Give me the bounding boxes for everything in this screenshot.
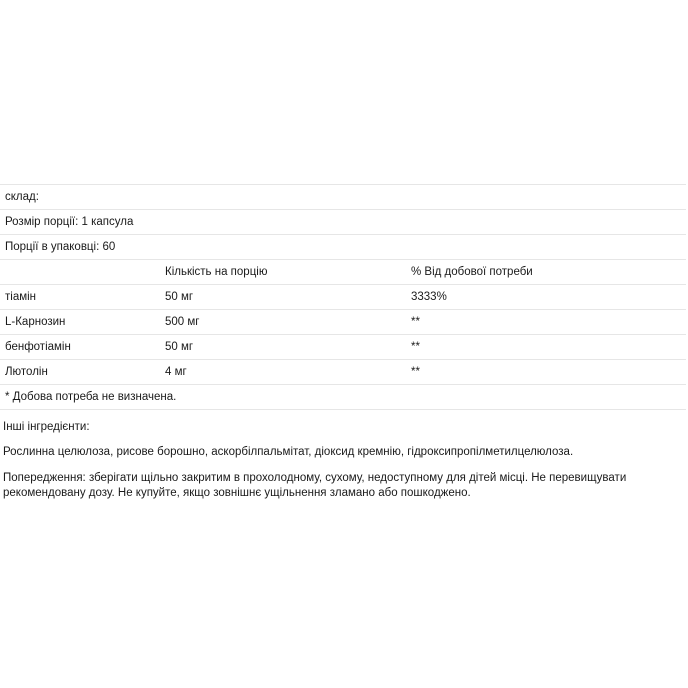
ingredient-daily-value: ** <box>411 316 420 328</box>
facts-heading-row <box>0 185 686 210</box>
ingredient-amount: 4 мг <box>165 366 187 378</box>
ingredient-amount: 50 мг <box>165 341 194 353</box>
ingredient-name: бенфотіамін <box>5 341 71 353</box>
warning-text: Попередження: зберігати щільно закритим в прохолодному, сухому, недоступному для дітей місці. Не перевищувати рекомендовану дозу. Не купуйте, якщо зовнішнє ущільнення зламано або пошкоджено. <box>3 472 627 499</box>
servings-per-container-row <box>0 235 686 260</box>
ingredient-daily-value: ** <box>411 366 420 378</box>
column-header-daily-value: % Від добової потреби <box>411 266 533 278</box>
table-row <box>0 285 686 310</box>
ingredient-name: Лютолін <box>5 366 48 378</box>
ingredient-daily-value: 3333% <box>411 291 447 303</box>
table-row <box>0 360 686 385</box>
ingredient-amount: 50 мг <box>165 291 194 303</box>
table-row <box>0 310 686 335</box>
servings-per-container: Порції в упаковці: 60 <box>5 241 116 253</box>
other-ingredients-heading: Інші інгредієнти: <box>3 421 90 433</box>
supplement-facts-table <box>0 184 686 410</box>
footnote-row <box>0 385 686 410</box>
footnote: * Добова потреба не визначена. <box>5 391 177 403</box>
column-header-row <box>0 260 686 285</box>
table-row <box>0 335 686 360</box>
ingredient-daily-value: ** <box>411 341 420 353</box>
serving-size-row <box>0 210 686 235</box>
ingredient-amount: 500 мг <box>165 316 200 328</box>
facts-heading: склад: <box>5 191 39 203</box>
serving-size: Розмір порції: 1 капсула <box>5 216 134 228</box>
ingredient-name: тіамін <box>5 291 37 303</box>
column-header-amount: Кількість на порцію <box>165 266 268 278</box>
other-ingredients-list: Рослинна целюлоза, рисове борошно, аскорбілпальмітат, діоксид кремнію, гідроксипропілметилцелюлоза. <box>3 446 574 458</box>
ingredient-name: L-Карнозин <box>5 316 66 328</box>
